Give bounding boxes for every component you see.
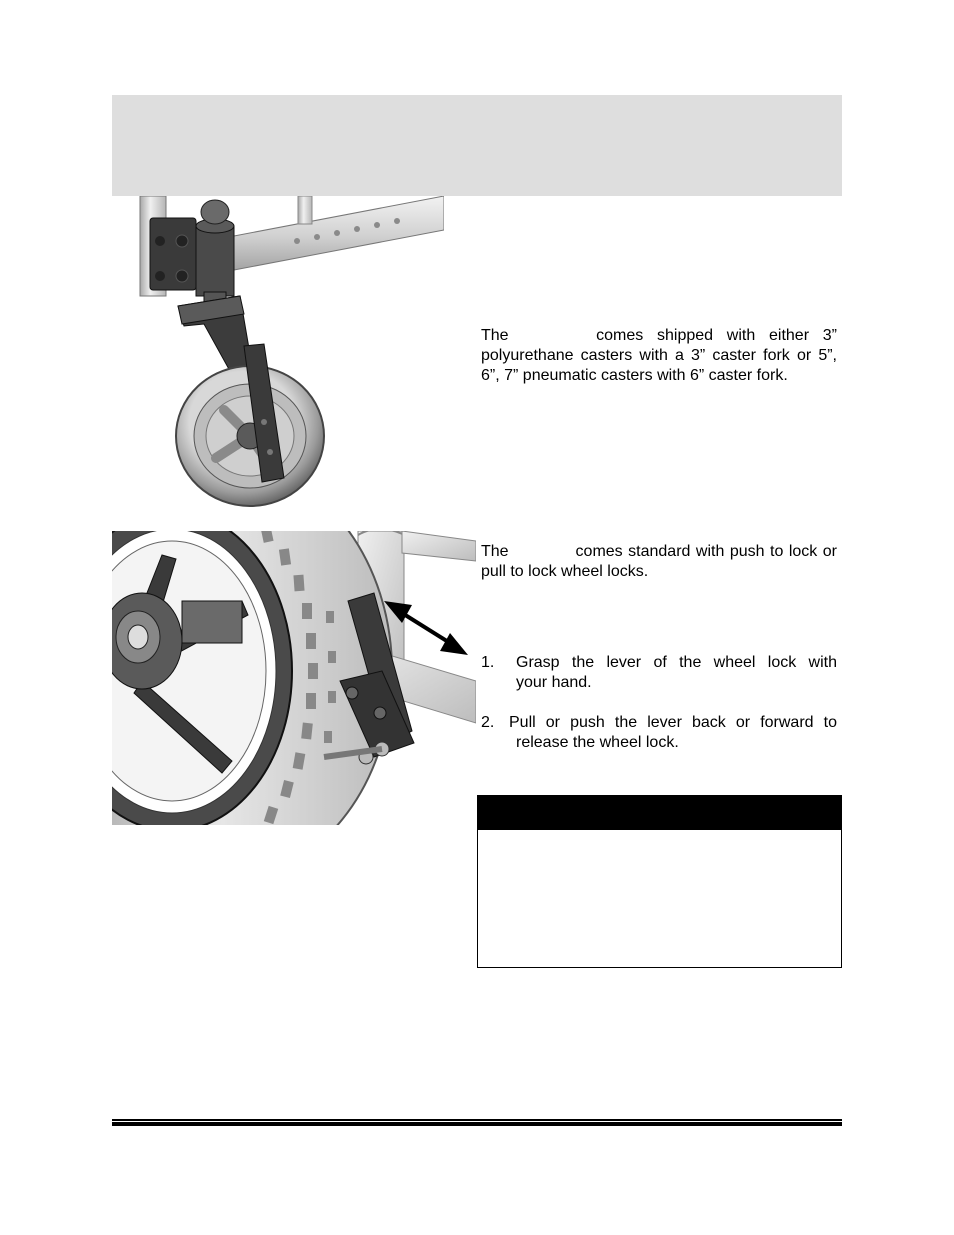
wheel-lock-illustration [112, 531, 476, 825]
caster-text-the: The [481, 327, 509, 344]
footer-rule-thin [112, 1119, 842, 1121]
step-item [481, 653, 837, 693]
wheel-lock-description [481, 542, 837, 582]
step-item [481, 713, 837, 753]
wheel-lock-text-the: The [481, 543, 509, 560]
step-number: 2. [481, 714, 495, 731]
wheel-lock-text-rest: comes standard with push to lock or pull to lock wheel locks. [481, 543, 837, 580]
caster-description [481, 326, 837, 386]
warning-header-bar [478, 796, 841, 830]
step-text-second: release the wheel lock. [516, 734, 679, 751]
warning-box [477, 795, 842, 968]
footer-rule-thick [112, 1122, 842, 1126]
wheel-lock-drawing [112, 531, 476, 825]
step-text-first: Pull or push the lever back or forward to [509, 714, 837, 731]
step-text-second: your hand. [516, 674, 592, 691]
header-band [112, 95, 842, 196]
step-number: 1. [481, 654, 495, 671]
caster-text-rest: comes shipped with either 3” polyurethane casters with a 3” caster fork or 5”, 6”, 7” pneumatic casters with 6” caster fork. [481, 327, 838, 384]
front-caster-illustration [112, 196, 444, 524]
caster-drawing [112, 196, 444, 524]
step-text-first: Grasp the lever of the wheel lock with [516, 654, 837, 671]
